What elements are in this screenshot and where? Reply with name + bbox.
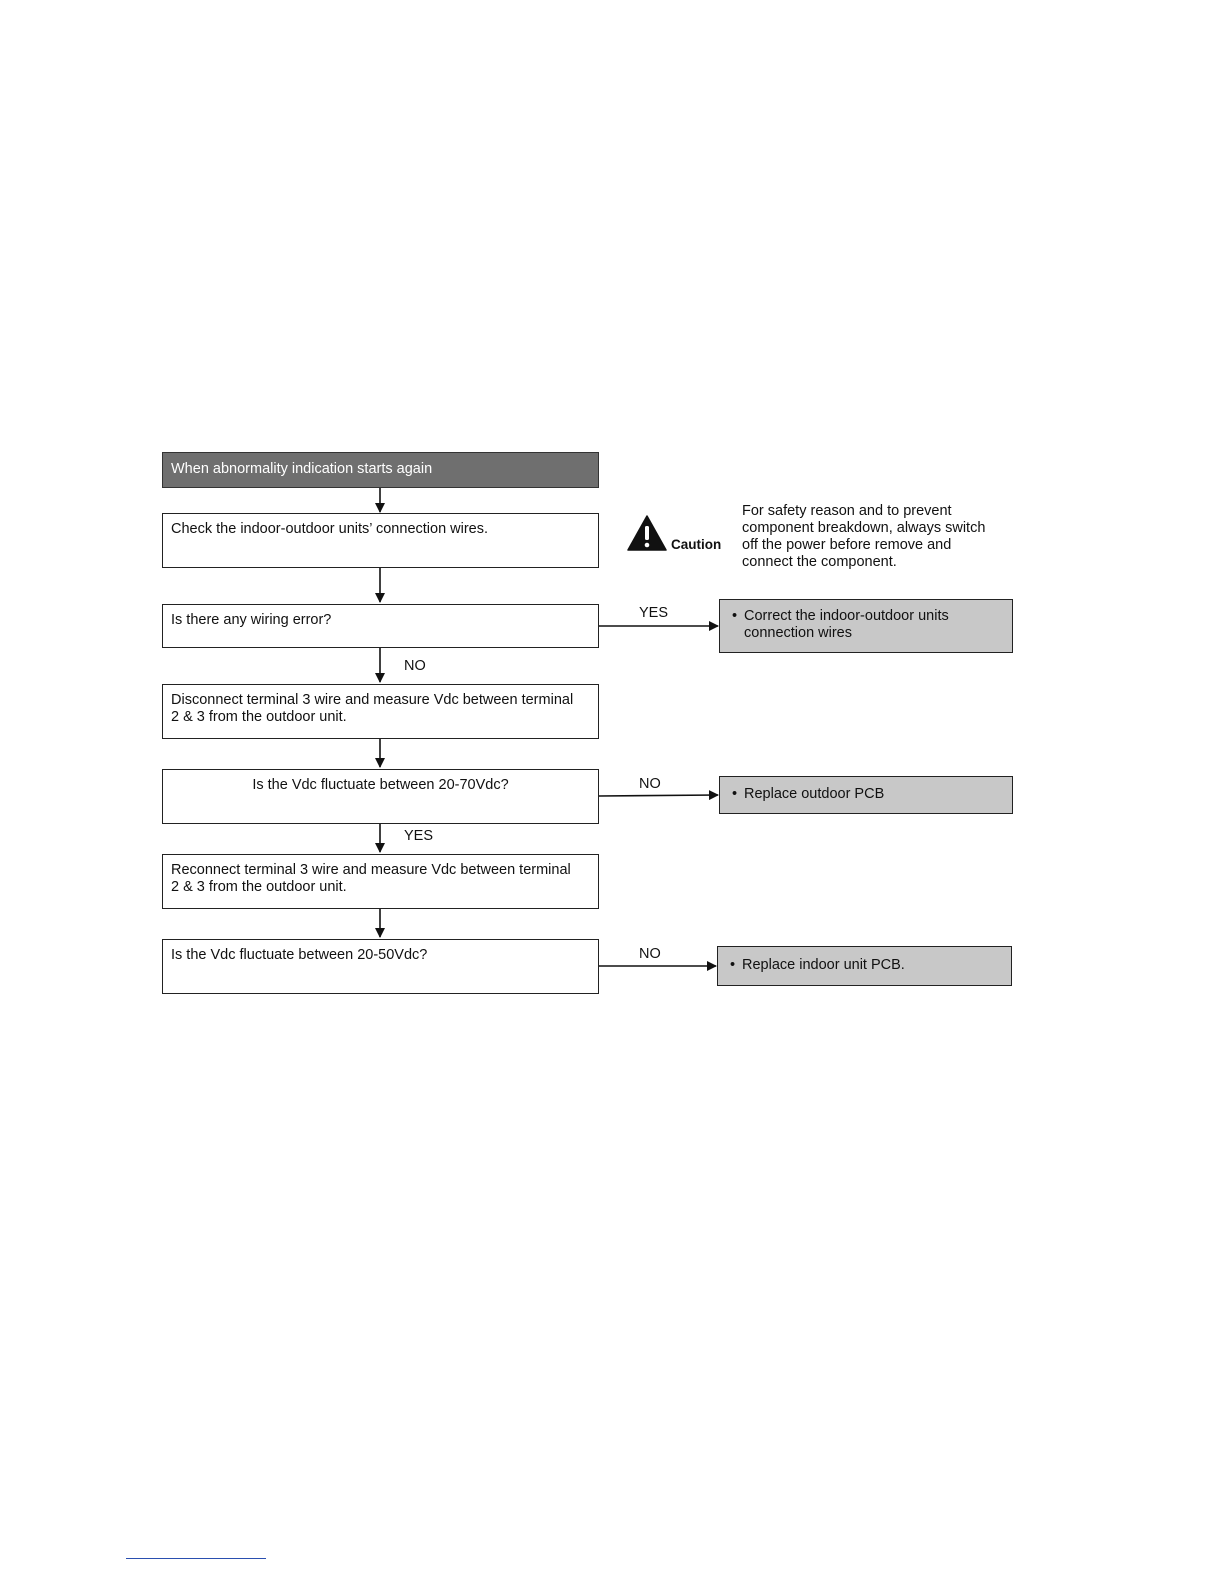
action-replace-indoor-pcb-box — [717, 946, 1012, 986]
step-check-wires-box — [162, 513, 599, 568]
arrow-q2-no — [599, 795, 718, 796]
caution-label: Caution — [671, 537, 722, 552]
bullet: • — [730, 957, 736, 973]
step-disconnect-line1: Disconnect terminal 3 wire and measure Vdc between terminal — [171, 692, 574, 708]
question-vdc-20-50-box — [162, 939, 599, 994]
question-wiring-error-text: Is there any wiring error? — [171, 612, 332, 628]
action-correct-wires-line2: connection wires — [744, 625, 852, 641]
step-disconnect-line2: 2 & 3 from the outdoor unit. — [171, 709, 347, 725]
label-q2-yes: YES — [404, 828, 434, 844]
question-vdc-20-70-box — [162, 769, 599, 824]
action-replace-indoor-pcb-text: Replace indoor unit PCB. — [742, 957, 905, 973]
bullet: • — [732, 608, 738, 624]
step-check-wires-text: Check the indoor-outdoor units’ connection wires. — [171, 521, 489, 537]
start-text: When abnormality indication starts again — [171, 461, 433, 477]
question-vdc-20-70-text: Is the Vdc fluctuate between 20-70Vdc? — [252, 777, 509, 793]
footer-divider — [126, 1558, 266, 1559]
caution-line3: off the power before remove and — [742, 537, 952, 553]
warning-triangle-icon — [627, 515, 667, 551]
question-wiring-error-box — [162, 604, 599, 648]
step-reconnect-terminal-box — [162, 854, 599, 909]
step-reconnect-line1: Reconnect terminal 3 wire and measure Vdc between terminal — [171, 862, 571, 878]
bullet: • — [732, 786, 738, 802]
caution-text — [742, 503, 985, 571]
step-reconnect-line2: 2 & 3 from the outdoor unit. — [171, 879, 347, 895]
step-disconnect-terminal-box — [162, 684, 599, 739]
caution-line1: For safety reason and to prevent — [742, 503, 952, 519]
action-replace-outdoor-pcb-text: Replace outdoor PCB — [744, 786, 885, 802]
start-box — [162, 452, 599, 488]
label-q1-yes: YES — [639, 605, 669, 621]
action-correct-wires-line1: Correct the indoor-outdoor units — [744, 608, 949, 624]
label-q1-no: NO — [404, 658, 426, 674]
caution-line2: component breakdown, always switch — [742, 520, 986, 536]
question-vdc-20-50-text: Is the Vdc fluctuate between 20-50Vdc? — [171, 947, 428, 963]
label-q2-no: NO — [639, 776, 661, 792]
caution-line4: connect the component. — [742, 554, 897, 570]
action-replace-outdoor-pcb-box — [719, 776, 1013, 814]
action-correct-wires-box — [719, 599, 1013, 653]
label-q3-no: NO — [639, 946, 661, 962]
